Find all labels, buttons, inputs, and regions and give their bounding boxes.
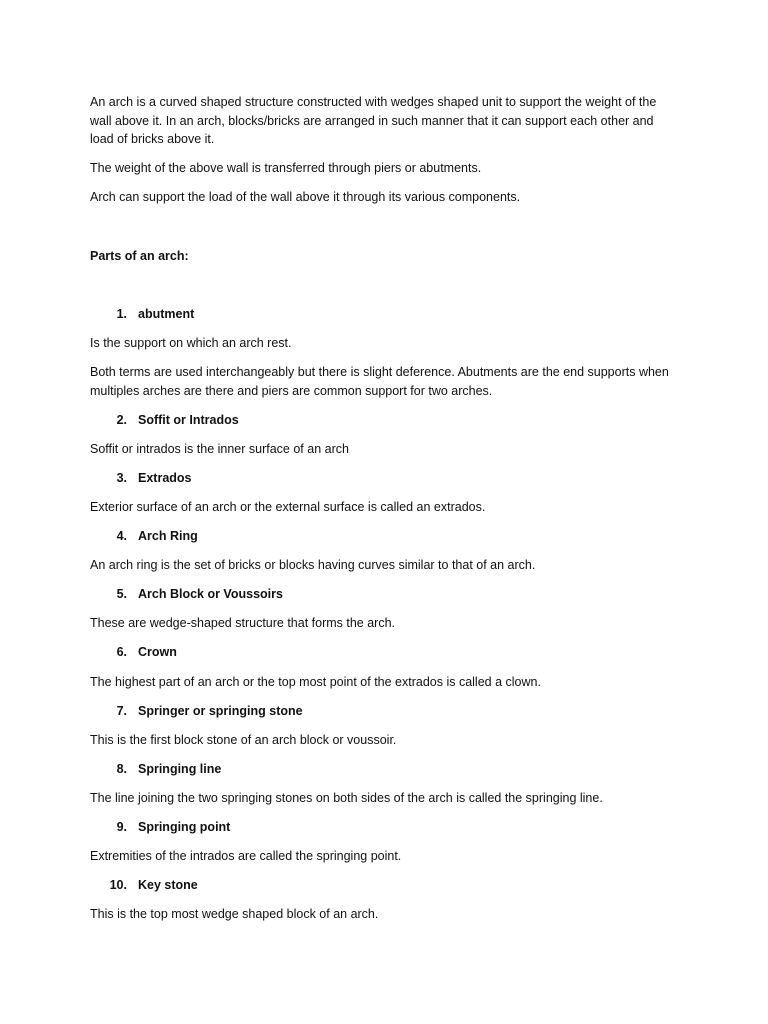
part-description: Extremities of the intrados are called the springing point.: [90, 849, 402, 863]
part-number: 1.: [116, 307, 127, 321]
intro-paragraph-weight-transfer: The weight of the above wall is transferred through piers or abutments.: [90, 161, 482, 175]
part-description: This is the top most wedge shaped block of an arch.: [90, 907, 379, 921]
part-number: 4.: [116, 529, 127, 543]
part-title: Crown: [138, 645, 177, 659]
part-description: These are wedge-shaped structure that forms the arch.: [90, 616, 396, 630]
part-title: Springing line: [138, 762, 222, 776]
part-number: 5.: [116, 587, 127, 601]
part-title: Arch Ring: [138, 529, 198, 543]
intro-paragraph-definition: An arch is a curved shaped structure constructed with wedges shaped unit to support the weight of the wall above it. In an arch, blocks/bricks are arranged in such manner that it can support each other and load of bricks above it.: [90, 95, 657, 146]
part-title: Extrados: [138, 471, 192, 485]
part-title: Springing point: [138, 820, 231, 834]
part-description-extra: Both terms are used interchangeably but there is slight deference. Abutments are the end supports when multiples arches are there and piers are common support for two arches.: [90, 365, 669, 398]
part-description: Exterior surface of an arch or the external surface is called an extrados.: [90, 500, 486, 514]
part-title: Key stone: [138, 878, 198, 892]
part-number: 3.: [116, 471, 127, 485]
part-number: 7.: [116, 704, 127, 718]
part-title: Arch Block or Voussoirs: [138, 587, 283, 601]
part-description: Is the support on which an arch rest.: [90, 336, 292, 350]
part-number: 10.: [109, 878, 127, 892]
parts-heading: Parts of an arch:: [90, 249, 189, 263]
part-number: 6.: [116, 645, 127, 659]
part-title: Springer or springing stone: [138, 704, 303, 718]
intro-paragraph-components: Arch can support the load of the wall above it through its various components.: [90, 190, 521, 204]
part-description: This is the first block stone of an arch block or voussoir.: [90, 733, 397, 747]
part-title: abutment: [138, 307, 195, 321]
part-number: 2.: [116, 413, 127, 427]
part-description: The highest part of an arch or the top most point of the extrados is called a clown.: [90, 675, 541, 689]
part-title: Soffit or Intrados: [138, 413, 239, 427]
part-description: An arch ring is the set of bricks or blocks having curves similar to that of an arch.: [90, 558, 536, 572]
part-description: The line joining the two springing stones on both sides of the arch is called the springing line.: [90, 791, 603, 805]
part-number: 8.: [116, 762, 127, 776]
part-number: 9.: [116, 820, 127, 834]
part-description: Soffit or intrados is the inner surface of an arch: [90, 442, 349, 456]
